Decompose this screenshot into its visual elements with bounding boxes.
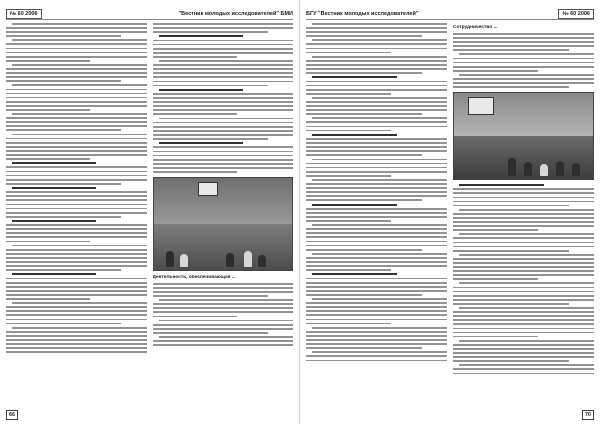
left-page-number: 66	[6, 410, 18, 420]
text-block	[306, 23, 447, 361]
left-issue-label: № 60 2006	[6, 9, 42, 19]
left-column-2	[153, 23, 294, 408]
text-block	[453, 184, 594, 374]
right-magazine-title: БГУ "Вестник молодых исследователей"	[306, 11, 419, 17]
text-block	[6, 23, 147, 353]
left-column-1	[6, 23, 147, 408]
section-heading: Сотрудничество ...	[453, 25, 498, 30]
classroom-photo	[153, 177, 294, 271]
left-magazine-title: "Вестник молодых исследователей" БМИ	[178, 11, 293, 17]
left-page-columns	[6, 23, 293, 408]
text-block	[153, 283, 294, 346]
right-page	[300, 0, 600, 424]
text-block	[453, 33, 594, 88]
right-column-2	[453, 23, 594, 408]
right-page-number: 70	[582, 410, 594, 420]
lecture-photo	[453, 92, 594, 180]
text-block	[153, 23, 294, 173]
left-page-header	[6, 9, 293, 20]
right-page-header	[306, 9, 594, 20]
section-heading: Деятельность, обеспечивающая ...	[152, 274, 236, 280]
right-issue-label: № 60 2006	[558, 9, 594, 19]
right-page-columns	[306, 23, 594, 408]
right-column-1	[306, 23, 447, 408]
